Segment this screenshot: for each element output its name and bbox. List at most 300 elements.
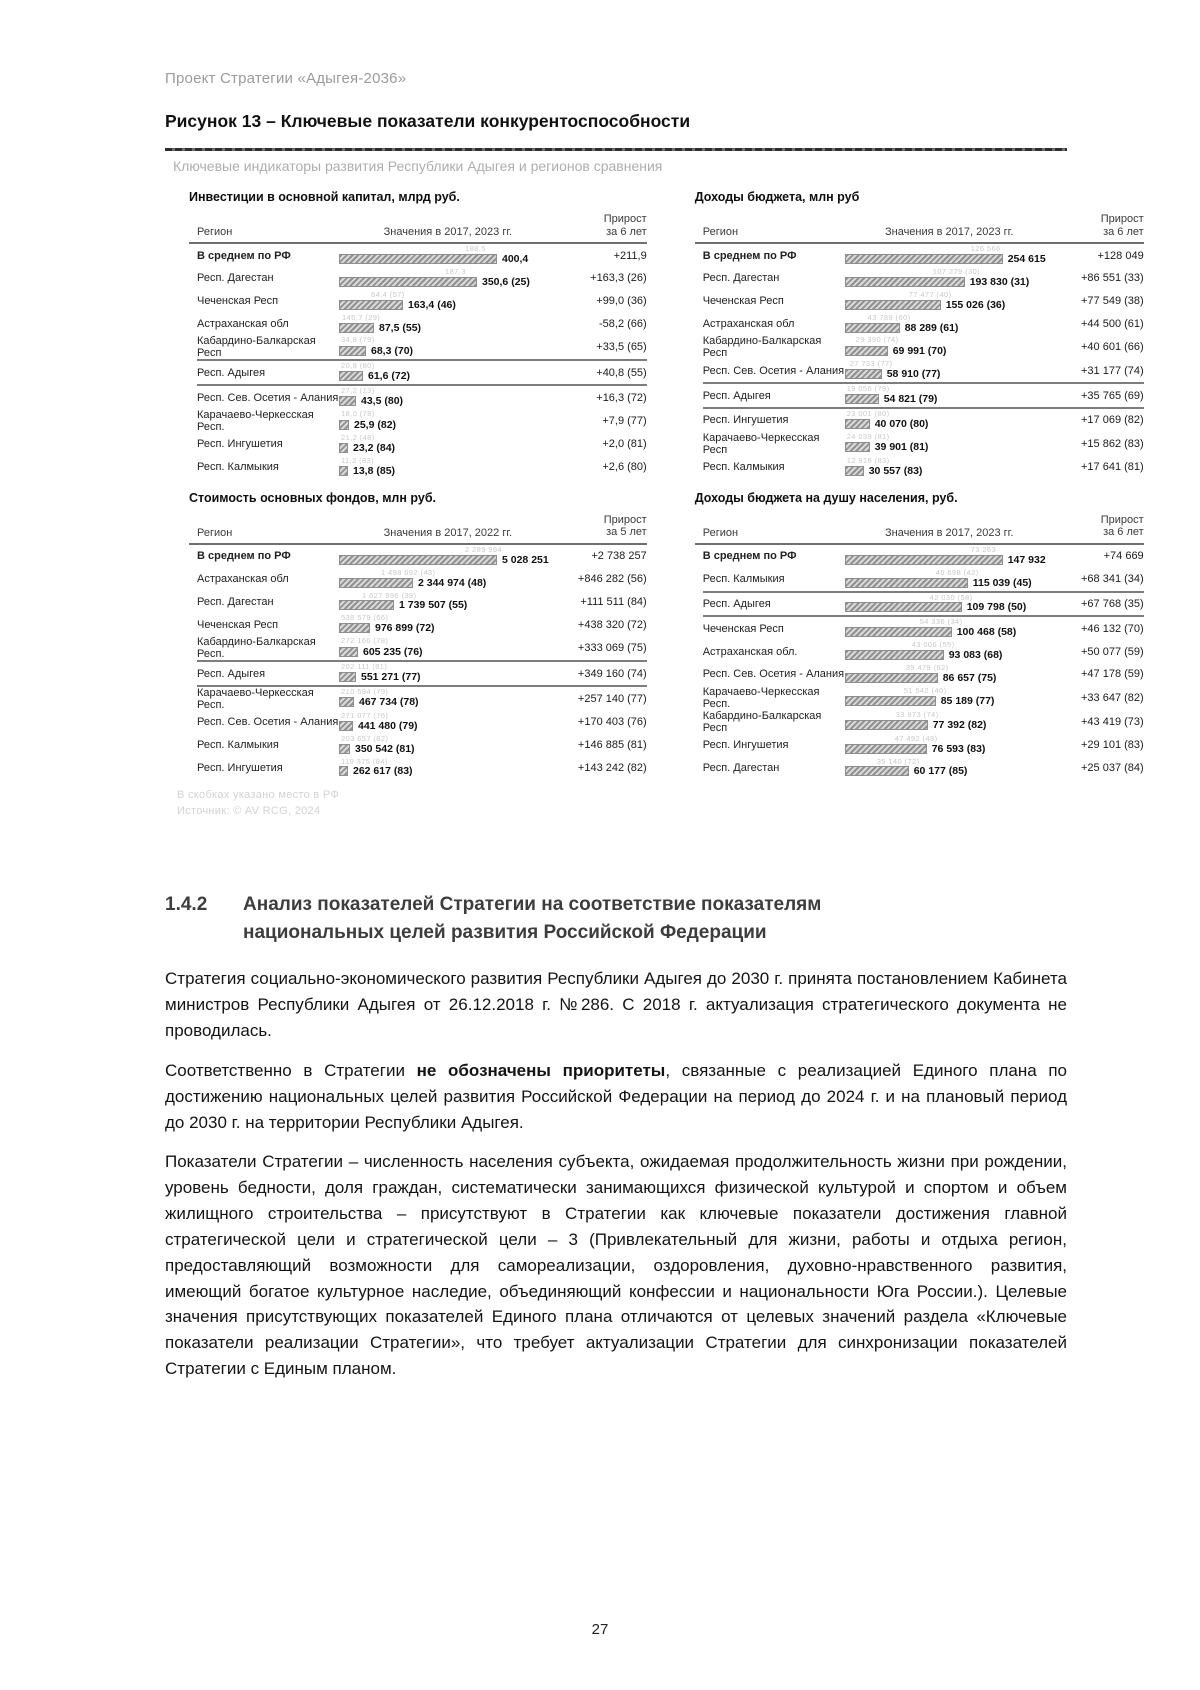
- previous-year-value-label: 54 336 (34): [919, 617, 963, 627]
- value-label: 605 235 (76): [363, 645, 423, 658]
- value-bar-cell: [845, 335, 1046, 359]
- value-bar-cell: [845, 384, 1046, 407]
- value-bar-cell: [339, 456, 549, 479]
- value-bar: [339, 254, 497, 264]
- column-header-values: Значения в 2017, 2022 гг.: [383, 526, 513, 539]
- table-row: [197, 386, 647, 409]
- growth-label: +333 069 (75): [577, 642, 647, 655]
- previous-year-value-label: 145,7 (29): [342, 312, 381, 322]
- value-bar: [845, 578, 968, 588]
- value-bar-cell: [339, 757, 549, 780]
- value-bar: [339, 300, 403, 310]
- table-row: [703, 734, 1144, 757]
- value-label: 2 344 974 (48): [418, 576, 487, 589]
- value-bar-cell: [845, 686, 1046, 710]
- region-label: Респ. Ингушетия: [197, 438, 283, 451]
- table-row: [197, 335, 647, 359]
- value-label: 115 039 (45): [972, 576, 1032, 589]
- body-text: [165, 966, 1067, 1381]
- figure-footnotes: [165, 789, 1067, 817]
- previous-year-value-label: 18,0 (78): [341, 409, 375, 419]
- table-row: [197, 267, 647, 290]
- value-bar-cell: [845, 409, 1046, 432]
- growth-label: +17 069 (82): [1081, 414, 1144, 427]
- previous-year-value-label: 24 039 (81): [846, 431, 890, 441]
- previous-year-value-label: 64,4 (57): [371, 289, 405, 299]
- table-row: [703, 663, 1144, 686]
- value-label: 13,8 (85): [353, 464, 396, 477]
- table-row: [703, 545, 1144, 568]
- growth-label: +2,0 (81): [602, 438, 647, 451]
- region-label: Кабардино-Балкарская Респ: [702, 335, 822, 360]
- previous-year-value-label: 34,8 (79): [341, 335, 375, 345]
- value-label: 262 617 (83): [353, 765, 413, 778]
- growth-label: +31 177 (74): [1081, 364, 1144, 377]
- figure-charts-grid: [165, 190, 1144, 779]
- growth-label: +40 601 (66): [1081, 341, 1144, 354]
- value-label: 467 734 (78): [359, 696, 419, 709]
- growth-label: +77 549 (38): [1081, 295, 1144, 308]
- value-bar-cell: [845, 663, 1046, 686]
- growth-label: +257 140 (77): [577, 692, 647, 705]
- bold-phrase: не обозначены приоритеты: [416, 1060, 666, 1080]
- previous-year-value-label: 33 973 (74): [895, 709, 939, 719]
- value-label: 39 901 (81): [874, 441, 929, 454]
- table-row: [703, 432, 1144, 456]
- table-row: [197, 290, 647, 313]
- value-bar: [845, 602, 962, 612]
- page-number: 27: [591, 1621, 609, 1638]
- previous-year-value-label: 272 166 (78): [341, 636, 389, 646]
- previous-year-value-label: 43 006 (55): [911, 640, 955, 650]
- value-bar-cell: [339, 568, 549, 591]
- table-row: [703, 359, 1144, 382]
- growth-label: +33 647 (82): [1081, 691, 1144, 704]
- document-header: Проект Стратегии «Адыгея-2036»: [165, 70, 407, 87]
- chart-rows: [189, 244, 647, 478]
- table-row: [703, 591, 1144, 618]
- table-row: [197, 734, 647, 757]
- previous-year-value-label: 21,2 (48): [341, 433, 375, 443]
- value-bar: [339, 672, 356, 682]
- value-bar-cell: [845, 290, 1046, 313]
- growth-label: +349 160 (74): [577, 667, 647, 680]
- value-bar-cell: [339, 290, 549, 313]
- table-row: [197, 433, 647, 456]
- previous-year-value-label: 202 111 (81): [341, 662, 388, 672]
- previous-year-value-label: 20,8 (80): [341, 361, 375, 371]
- table-row: [703, 267, 1144, 290]
- value-bar-cell: [845, 757, 1046, 780]
- table-row: [703, 244, 1144, 267]
- value-bar-cell: [845, 456, 1046, 479]
- chart-rows: [189, 545, 647, 779]
- value-bar: [339, 371, 363, 381]
- table-row: [197, 613, 647, 636]
- value-bar: [845, 720, 928, 730]
- region-label: Респ. Сев. Осетия - Алания: [197, 716, 339, 729]
- value-bar-cell: [339, 662, 549, 685]
- figure-divider: [165, 148, 1067, 151]
- value-label: 87,5 (55): [379, 321, 422, 334]
- section-title: Анализ показателей Стратегии на соответствие показателям национальных целей развития Российской Федерации: [243, 894, 822, 943]
- value-bar: [339, 555, 497, 565]
- growth-label: +15 862 (83): [1081, 437, 1144, 450]
- value-bar: [845, 696, 936, 706]
- value-bar-cell: [339, 613, 549, 636]
- value-bar: [845, 555, 1003, 565]
- previous-year-value-label: 538 579 (66): [341, 613, 389, 623]
- growth-label: +438 320 (72): [577, 618, 647, 631]
- value-label: 350,6 (25): [482, 275, 530, 288]
- chart-header-row: [695, 514, 1144, 545]
- value-label: 25,9 (82): [354, 418, 397, 431]
- value-bar-cell: [845, 359, 1046, 382]
- previous-year-value-label: 27 733 (77): [849, 359, 893, 369]
- region-label: Чеченская Респ: [197, 618, 279, 631]
- chart-header-row: [695, 213, 1144, 244]
- previous-year-value-label: 46 698 (42): [935, 567, 979, 577]
- growth-label: +67 768 (35): [1081, 597, 1144, 610]
- column-header-region: Регион: [702, 226, 739, 239]
- previous-year-value-label: 203 657 (82): [341, 733, 389, 743]
- previous-year-value-label: 1 627 996 (39): [362, 590, 417, 600]
- region-label: Респ. Ингушетия: [197, 761, 283, 774]
- region-label: Респ. Адыгея: [702, 389, 771, 402]
- table-row: [197, 545, 647, 568]
- value-bar-cell: [845, 617, 1046, 640]
- chart-title: Доходы бюджета, млн руб: [694, 190, 860, 204]
- previous-year-value-label: 43 789 (60): [867, 312, 911, 322]
- chart-budget-income: [695, 190, 1144, 479]
- value-label: 69 991 (70): [892, 344, 947, 357]
- chart-fixed-assets: [189, 491, 647, 780]
- value-label: 163,4 (46): [408, 298, 456, 311]
- previous-year-value-label: 47 492 (48): [894, 733, 938, 743]
- previous-year-value-label: 210 594 (79): [341, 686, 389, 696]
- growth-label: -58,2 (66): [599, 318, 647, 331]
- column-header-values: Значения в 2017, 2023 гг.: [884, 226, 1014, 239]
- previous-year-value-label: 51 542 (40): [903, 685, 947, 695]
- table-row: [703, 686, 1144, 710]
- value-label: 23,2 (84): [353, 441, 396, 454]
- chart-investments: [189, 190, 647, 479]
- footnote-rank-note: В скобках указано место в РФ: [177, 789, 340, 802]
- column-header-growth: Прирост за 6 лет: [1100, 213, 1144, 238]
- region-label: Чеченская Респ: [197, 295, 279, 308]
- value-bar: [845, 442, 870, 452]
- value-label: 61,6 (72): [368, 370, 411, 383]
- column-header-growth: Прирост за 6 лет: [1100, 513, 1144, 539]
- growth-label: +128 049: [1097, 249, 1144, 262]
- value-bar: [845, 369, 882, 379]
- table-row: [197, 568, 647, 591]
- value-label: 43,5 (80): [361, 395, 404, 408]
- value-bar: [845, 744, 927, 754]
- value-bar-cell: [845, 640, 1046, 663]
- value-bar-cell: [339, 267, 549, 290]
- value-bar: [339, 346, 366, 356]
- column-header-growth: Прирост за 5 лет: [603, 513, 647, 539]
- value-bar: [845, 627, 952, 637]
- value-bar-cell: [339, 361, 549, 384]
- value-bar-cell: [339, 433, 549, 456]
- value-label: 441 480 (79): [358, 719, 418, 732]
- growth-label: +16,3 (72): [596, 391, 647, 404]
- previous-year-value-label: 73 263: [970, 544, 997, 554]
- value-bar-cell: [339, 386, 549, 409]
- value-bar-cell: [845, 593, 1046, 616]
- value-label: 86 657 (75): [942, 671, 997, 684]
- growth-label: +43 419 (73): [1081, 715, 1144, 728]
- growth-label: +2,6 (80): [602, 461, 647, 474]
- region-label: Кабардино-Балкарская Респ: [197, 335, 316, 360]
- value-label: 350 542 (81): [355, 742, 415, 755]
- value-label: 400,4: [502, 253, 529, 266]
- table-row: [197, 757, 647, 780]
- table-row: [703, 313, 1144, 336]
- value-bar: [339, 623, 370, 633]
- previous-year-value-label: 2 289 994: [465, 544, 502, 554]
- paragraph-1: Стратегия социально-экономического развития Республики Адыгея до 2030 г. принята постановлением Кабинета министров Республики Адыгея от 26.12.2018 г. №286. С 2018 г. актуализация стратегического документа не проводилась.: [165, 969, 1067, 1041]
- value-label: 976 899 (72): [375, 622, 435, 635]
- value-label: 155 026 (36): [945, 298, 1006, 311]
- previous-year-value-label: 1 498 692 (43): [381, 567, 436, 577]
- previous-year-value-label: 119 375 (84): [341, 756, 388, 766]
- growth-label: +47 178 (59): [1081, 668, 1144, 681]
- value-bar: [339, 443, 348, 453]
- value-bar-cell: [339, 545, 549, 568]
- value-bar: [339, 600, 394, 610]
- value-label: 68,3 (70): [371, 344, 414, 357]
- section-heading: [165, 891, 1067, 946]
- previous-year-value-label: 77 477 (40): [908, 289, 952, 299]
- growth-label: +68 341 (34): [1081, 573, 1144, 586]
- value-label: 60 177 (85): [913, 765, 968, 778]
- value-label: 5 028 251: [502, 553, 549, 566]
- value-bar-cell: [339, 734, 549, 757]
- column-header-growth: Прирост за 6 лет: [603, 213, 647, 238]
- table-row: [703, 409, 1144, 432]
- value-bar: [339, 647, 358, 657]
- table-row: [703, 710, 1144, 734]
- value-bar: [845, 323, 900, 333]
- column-header-values: Значения в 2017, 2023 гг.: [884, 526, 1014, 539]
- table-row: [703, 640, 1144, 663]
- value-bar: [339, 721, 353, 731]
- previous-year-value-label: 27,2 (13): [341, 386, 375, 396]
- footnote-source: Источник: © AV RCG, 2024: [177, 805, 321, 818]
- chart-title: Доходы бюджета на душу населения, руб.: [694, 490, 958, 505]
- value-bar-cell: [845, 267, 1046, 290]
- region-label: Астраханская обл: [197, 573, 289, 586]
- figure-caption: Рисунок 13 – Ключевые показатели конкурентоспособности: [165, 111, 691, 131]
- value-bar: [339, 466, 348, 476]
- table-row: [703, 617, 1144, 640]
- table-row: [197, 711, 647, 734]
- region-label: Респ. Адыгея: [197, 366, 266, 379]
- value-bar: [845, 673, 938, 683]
- previous-year-value-label: 23 001 (80): [846, 409, 890, 419]
- value-bar: [845, 650, 944, 660]
- growth-label: +25 037 (84): [1081, 761, 1144, 774]
- value-label: 193 830 (31): [969, 275, 1030, 288]
- value-bar: [339, 420, 349, 430]
- region-label: Респ. Дагестан: [702, 761, 780, 774]
- region-label: В среднем по РФ: [197, 550, 291, 563]
- region-label: Астраханская обл: [702, 318, 795, 331]
- growth-label: +17 641 (81): [1081, 461, 1144, 474]
- value-bar: [339, 766, 348, 776]
- growth-label: +2 738 257: [591, 550, 647, 563]
- value-bar-cell: [845, 734, 1046, 757]
- region-label: Респ. Калмыкия: [197, 461, 279, 474]
- value-bar-cell: [339, 711, 549, 734]
- previous-year-value-label: 107 279 (30): [932, 267, 981, 277]
- region-label: Карачаево-Черкесская Респ.: [197, 409, 314, 434]
- value-bar: [339, 323, 374, 333]
- value-bar-cell: [339, 244, 549, 267]
- region-label: Респ. Адыгея: [197, 667, 266, 680]
- growth-label: +46 132 (70): [1081, 622, 1144, 635]
- previous-year-value-label: 271 077 (76): [341, 710, 389, 720]
- region-label: Респ. Сев. Осетия - Алания: [702, 668, 845, 681]
- value-label: 254 615: [1007, 253, 1046, 266]
- chart-rows: [695, 244, 1144, 478]
- previous-year-value-label: 39 479 (62): [905, 662, 949, 672]
- value-label: 93 083 (68): [948, 649, 1003, 662]
- value-label: 147 932: [1007, 553, 1046, 566]
- value-label: 1 739 507 (55): [399, 599, 468, 612]
- value-bar: [845, 419, 870, 429]
- value-bar-cell: [845, 568, 1046, 591]
- table-row: [197, 409, 647, 433]
- value-bar: [339, 697, 354, 707]
- table-row: [703, 382, 1144, 409]
- value-bar-cell: [845, 545, 1046, 568]
- value-label: 109 798 (50): [966, 601, 1027, 614]
- value-bar-cell: [845, 710, 1046, 734]
- region-label: Респ. Сев. Осетия - Алания: [702, 364, 845, 377]
- table-row: [197, 313, 647, 336]
- region-label: В среднем по РФ: [702, 249, 797, 262]
- value-bar: [339, 396, 356, 406]
- previous-year-value-label: 187,3: [445, 267, 466, 277]
- growth-label: +146 885 (81): [577, 739, 647, 752]
- region-label: Астраханская обл.: [702, 645, 798, 658]
- paragraph-3: Показатели Стратегии – численность населения субъекта, ожидаемая продолжительность жизни при рождении, уровень бедности, доля граждан, систематически занимающихся физической культурой и спортом и объем жилищного строительства – присутствуют в Стратегии как ключевые показатели достижения главной стратегической цели и стратегической цели – 3 (Привлекательный для жизни, работы и отдыха регион, предоставляющий возможности для самореализации, оздоровления, духовно-нравственного развития, имеющий богатое культурное наследие, объединяющий конфессии и национальности Юга России.). Целевые значения присутствующих показателей Единого плана отличаются от целевых значений раздела «Ключевые показатели реализации Стратегии», что требует актуализации Стратегии для синхронизации показателей Стратегии с Единым планом.: [165, 1152, 1067, 1378]
- growth-label: +143 242 (82): [577, 761, 647, 774]
- value-label: 551 271 (77): [361, 671, 421, 684]
- region-label: Респ. Сев. Осетия - Алания: [197, 391, 339, 404]
- previous-year-value-label: 35 140 (72): [876, 756, 920, 766]
- table-row: [197, 359, 647, 386]
- region-label: Кабардино-Балкарская Респ: [702, 709, 822, 734]
- previous-year-value-label: 29 390 (74): [855, 335, 899, 345]
- value-bar-cell: [339, 409, 549, 433]
- column-header-region: Регион: [197, 226, 233, 239]
- growth-label: +44 500 (61): [1081, 318, 1144, 331]
- value-bar: [845, 394, 879, 404]
- growth-label: +170 403 (76): [577, 716, 647, 729]
- figure-subtitle: Ключевые индикаторы развития Республики Адыгея и регионов сравнения: [173, 158, 663, 174]
- value-label: 30 557 (83): [868, 464, 923, 477]
- region-label: Карачаево-Черкесская Респ.: [702, 685, 820, 710]
- section-number: 1.4.2: [165, 894, 208, 916]
- region-label: Респ. Дагестан: [197, 595, 274, 608]
- value-bar: [845, 346, 888, 356]
- value-label: 85 189 (77): [940, 695, 995, 708]
- value-bar-cell: [845, 432, 1046, 456]
- paragraph-2: Соответственно в Стратегии не обозначены приоритеты, связанные с реализацией Единого плана по достижению национальных целей развития Российской Федерации на период до 2024 г. и на плановый период до 2030 г. на территории Республики Адыгея.: [165, 1060, 1068, 1132]
- region-label: Респ. Калмыкия: [197, 739, 279, 752]
- value-bar-cell: [339, 313, 549, 336]
- region-label: Чеченская Респ: [702, 622, 784, 635]
- value-bar: [339, 277, 477, 287]
- value-label: 54 821 (79): [883, 393, 938, 406]
- table-row: [197, 687, 647, 711]
- table-row: [703, 290, 1144, 313]
- previous-year-value-label: 126 566: [970, 244, 1001, 254]
- region-label: Чеченская Респ: [702, 295, 784, 308]
- growth-label: +7,9 (77): [602, 415, 647, 428]
- value-bar-cell: [339, 591, 549, 614]
- value-bar-cell: [339, 636, 549, 660]
- value-label: 76 593 (83): [931, 742, 986, 755]
- growth-label: +35 765 (69): [1081, 389, 1144, 402]
- chart-header-row: [189, 213, 647, 244]
- value-bar: [845, 466, 864, 476]
- value-bar-cell: [339, 335, 549, 359]
- previous-year-value-label: 188,5: [465, 244, 486, 254]
- growth-label: +29 101 (83): [1081, 739, 1144, 752]
- chart-income-per-capita: [695, 491, 1144, 780]
- value-bar: [845, 277, 965, 287]
- region-label: Респ. Ингушетия: [702, 414, 789, 427]
- column-header-region: Регион: [702, 526, 739, 539]
- region-label: Респ. Дагестан: [197, 272, 274, 285]
- previous-year-value-label: 19 056 (79): [846, 384, 890, 394]
- region-label: Респ. Ингушетия: [702, 739, 789, 752]
- table-row: [197, 660, 647, 687]
- chart-rows: [695, 545, 1144, 779]
- growth-label: +111 511 (84): [580, 595, 647, 608]
- table-row: [197, 591, 647, 614]
- column-header-region: Регион: [197, 526, 233, 539]
- value-bar-cell: [845, 244, 1046, 267]
- value-bar: [845, 254, 1003, 264]
- value-label: 58 910 (77): [886, 368, 941, 381]
- growth-label: +74 669: [1103, 550, 1144, 563]
- growth-label: +99,0 (36): [596, 295, 647, 308]
- value-label: 100 468 (58): [956, 626, 1017, 639]
- value-label: 40 070 (80): [874, 417, 929, 430]
- value-label: 88 289 (61): [904, 321, 959, 334]
- growth-label: +211,9: [613, 249, 647, 262]
- value-bar: [339, 578, 413, 588]
- value-bar-cell: [339, 687, 549, 711]
- growth-label: +86 551 (33): [1081, 272, 1144, 285]
- previous-year-value-label: 12 916 (83): [846, 455, 890, 465]
- previous-year-value-label: 11,2 (83): [341, 455, 375, 465]
- region-label: Респ. Калмыкия: [702, 461, 785, 474]
- region-label: В среднем по РФ: [702, 550, 797, 563]
- value-bar: [845, 300, 941, 310]
- region-label: В среднем по РФ: [197, 249, 291, 262]
- region-label: Респ. Калмыкия: [702, 573, 785, 586]
- chart-title: Инвестиции в основной капитал, млрд руб.: [189, 190, 460, 204]
- region-label: Респ. Дагестан: [702, 272, 780, 285]
